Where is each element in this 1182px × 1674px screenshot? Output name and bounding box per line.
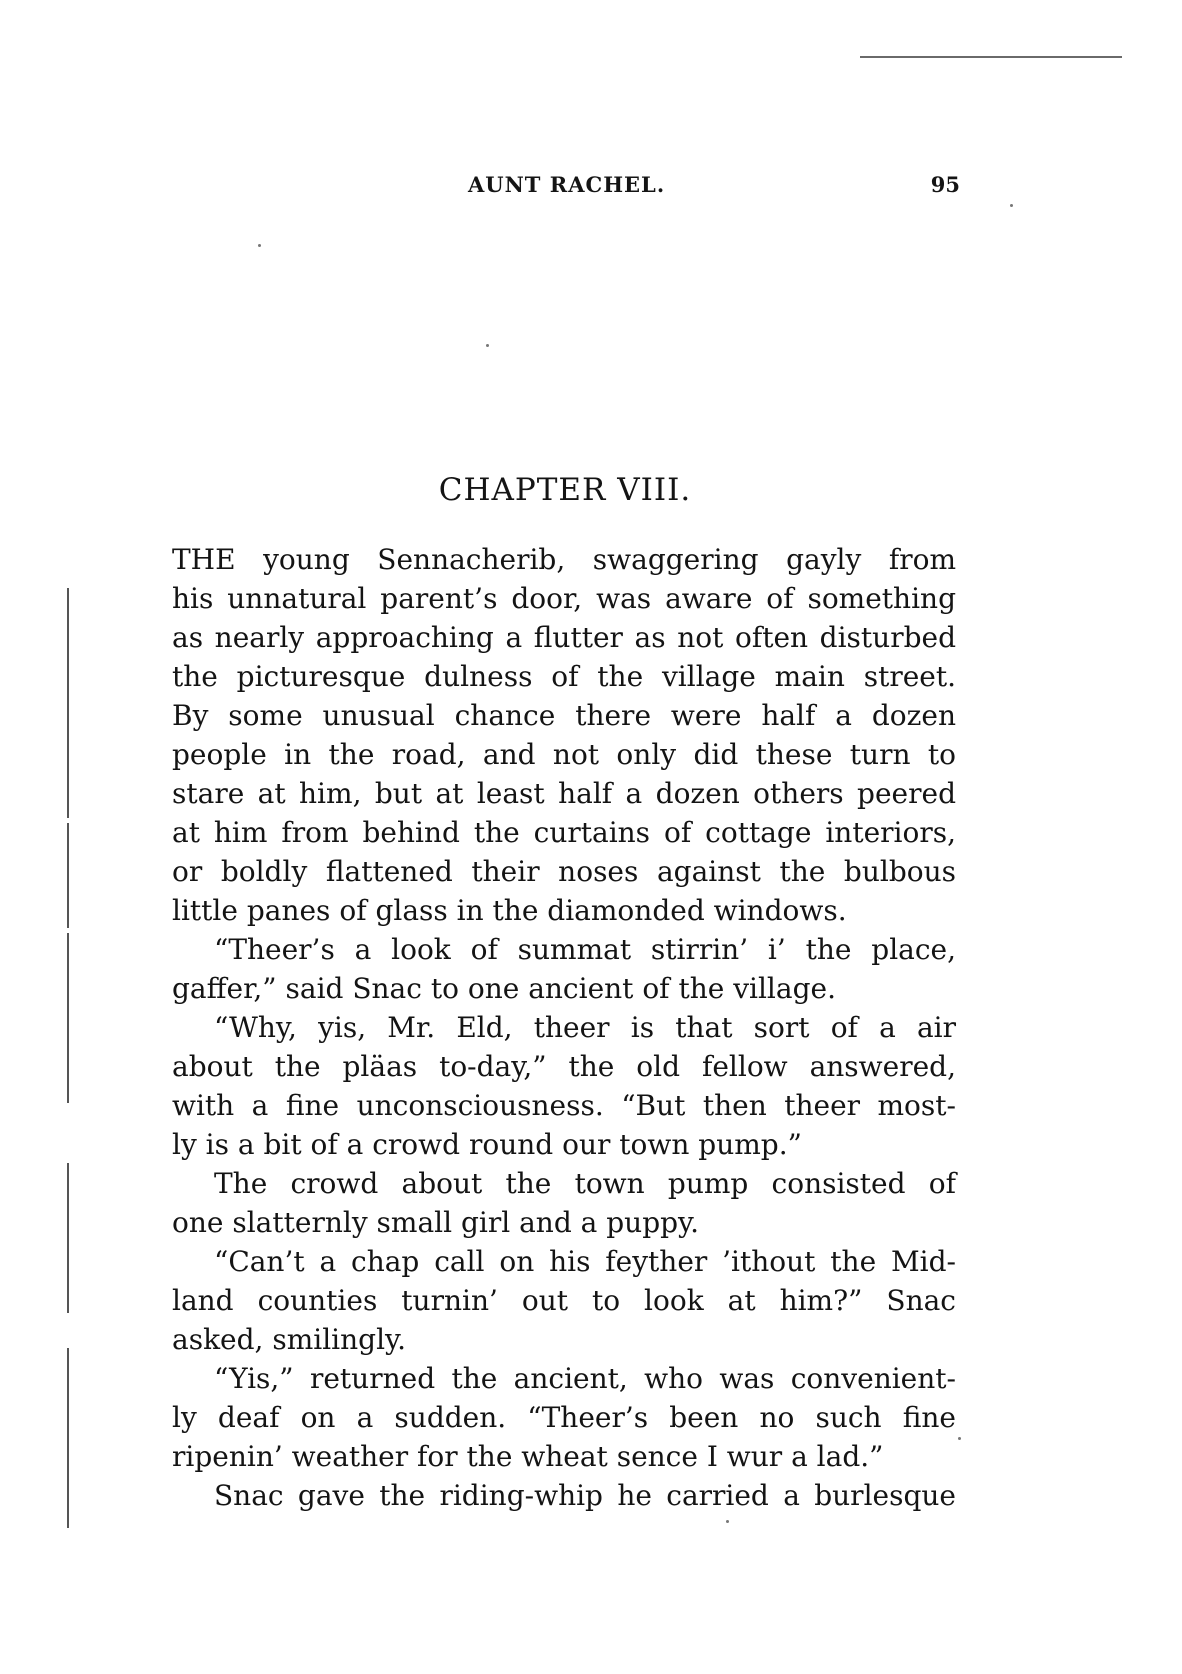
text-line: the picturesque dulness of the village main street. — [172, 660, 956, 693]
text-line: By some unusual chance there were half a dozen — [172, 699, 956, 732]
text-line: with a fine unconsciousness. “But then theer most- — [172, 1089, 956, 1122]
text-line: ripenin’ weather for the wheat sence I wur a lad.” — [172, 1440, 884, 1473]
chapter-title: CHAPTER VIII. — [438, 472, 692, 508]
text-line: ly deaf on a sudden. “Theer’s been no such fine — [172, 1401, 956, 1434]
text-line: at him from behind the curtains of cottage interiors, — [172, 816, 956, 849]
text-line: The crowd about the town pump consisted of — [214, 1167, 956, 1200]
text-line: land counties turnin’ out to look at him?” Snac — [172, 1284, 956, 1317]
margin-marks — [67, 588, 71, 1548]
text-line: about the pläas to-day,” the old fellow answered, — [172, 1050, 956, 1083]
text-line: “Theer’s a look of summat stirrin’ i’ the place, — [214, 933, 956, 966]
print-speck — [958, 1437, 961, 1440]
text-line: one slatternly small girl and a puppy. — [172, 1206, 700, 1239]
top-rule — [860, 56, 1122, 58]
text-line: Snac gave the riding-whip he carried a burlesque — [214, 1479, 956, 1512]
text-line: or boldly flattened their noses against the bulbous — [172, 855, 956, 888]
text-line: stare at him, but at least half a dozen others peered — [172, 777, 956, 810]
text-line: asked, smilingly. — [172, 1323, 407, 1356]
text-line: gaffer,” said Snac to one ancient of the village. — [172, 972, 836, 1005]
running-header — [170, 172, 960, 202]
body-text — [172, 540, 956, 1515]
text-line: little panes of glass in the diamonded windows. — [172, 894, 847, 927]
text-line: “Can’t a chap call on his feyther ’ithout the Mid- — [214, 1245, 956, 1278]
text-line: his unnatural parent’s door, was aware of something — [172, 582, 956, 615]
print-speck — [726, 1520, 729, 1523]
running-title: AUNT RACHEL. — [468, 172, 666, 197]
text-line: “Why, yis, Mr. Eld, theer is that sort of a air — [214, 1011, 956, 1044]
print-speck — [1010, 204, 1013, 207]
print-speck — [486, 344, 489, 347]
text-line: “Yis,” returned the ancient, who was convenient- — [214, 1362, 956, 1395]
text-line: as nearly approaching a flutter as not often disturbed — [172, 621, 956, 654]
text-line: people in the road, and not only did these turn to — [172, 738, 956, 771]
page-number: 95 — [930, 172, 960, 197]
text-line: ly is a bit of a crowd round our town pump.” — [172, 1128, 802, 1161]
text-line: THE young Sennacherib, swaggering gayly from — [172, 543, 956, 576]
print-speck — [258, 244, 261, 247]
